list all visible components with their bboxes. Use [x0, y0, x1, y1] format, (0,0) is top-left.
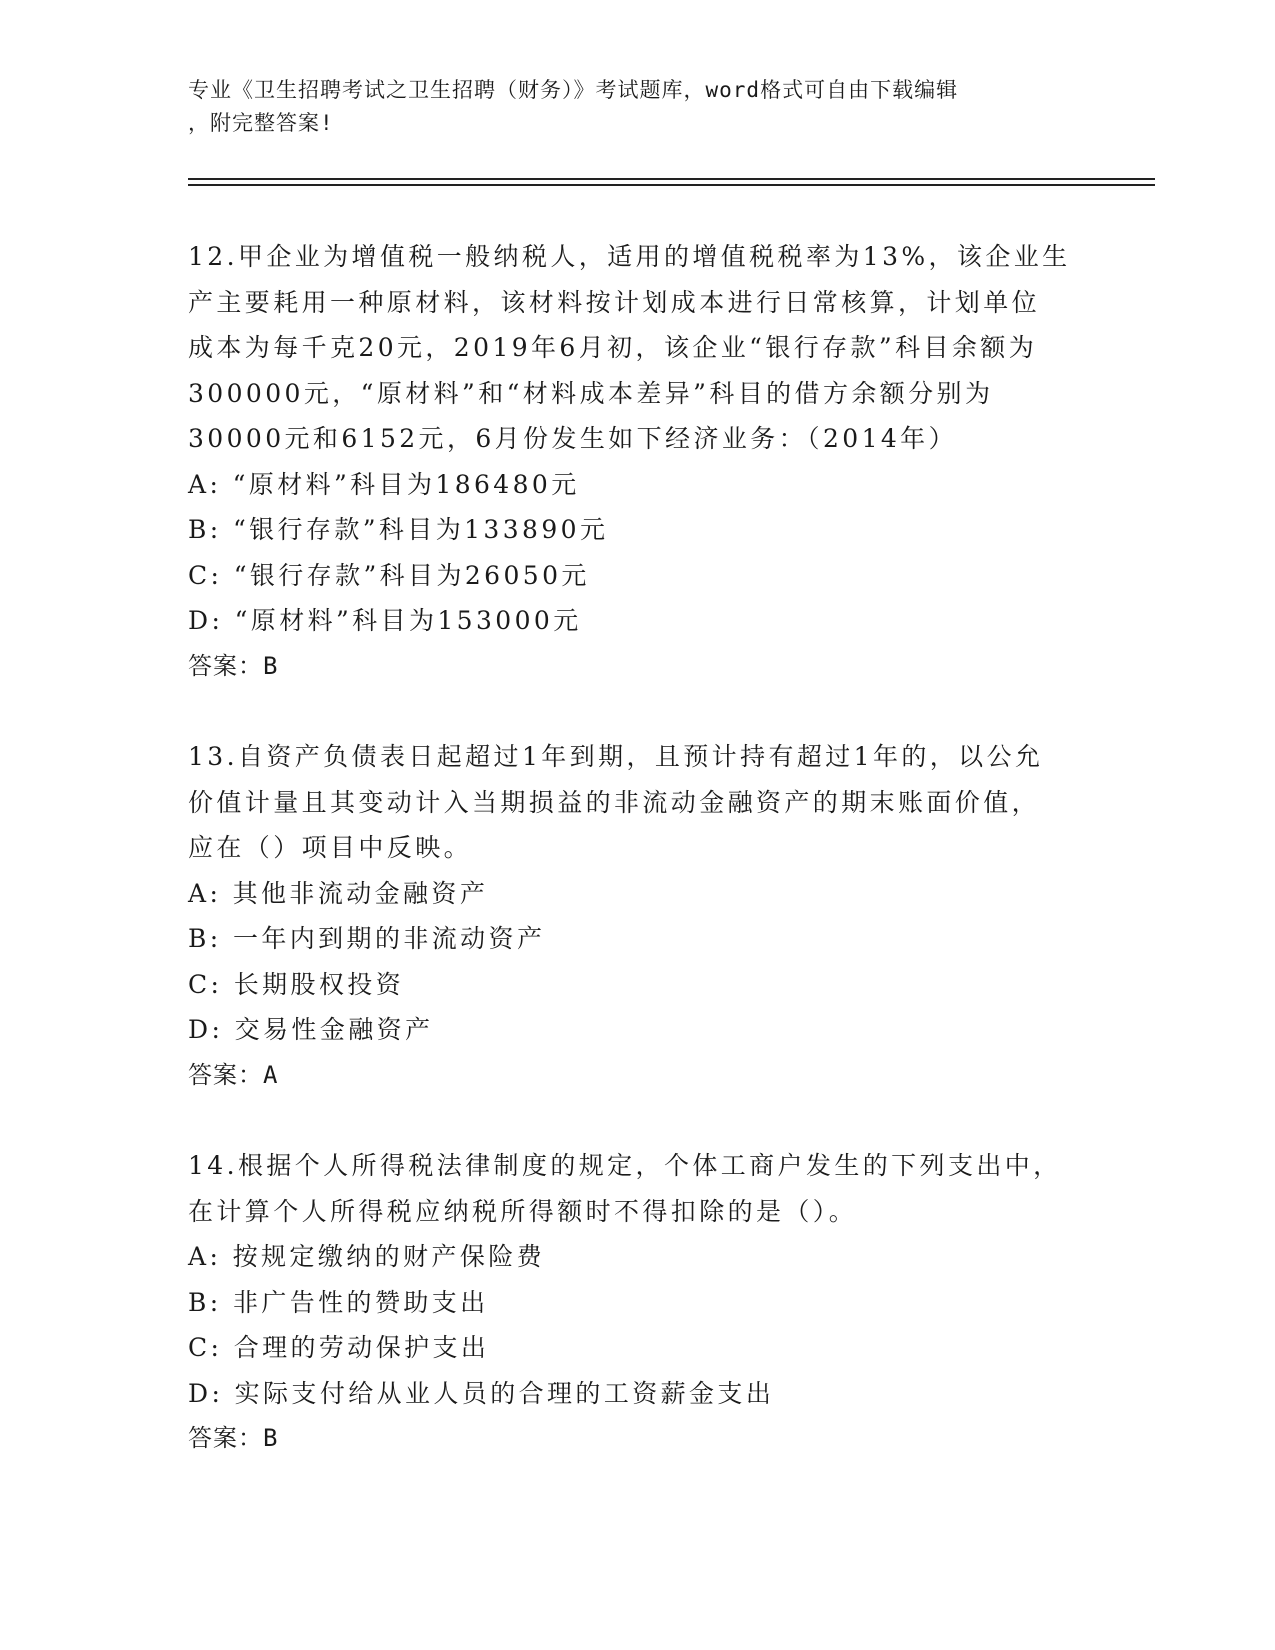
- header-line-1: 专业《卫生招聘考试之卫生招聘（财务）》考试题库，word格式可自由下载编辑: [188, 78, 959, 102]
- answer-line: 答案：A: [188, 1060, 279, 1089]
- header-divider-top: [188, 178, 1155, 180]
- question-12: [188, 234, 1088, 689]
- answer-line: 答案：B: [188, 1424, 279, 1452]
- question-14: [188, 1143, 1088, 1462]
- option-b: B: “银行存款”科目为133890元: [188, 515, 609, 544]
- question-stem-line: 14.根据个人所得税法律制度的规定，个体工商户发生的下列支出中，: [188, 1151, 1062, 1180]
- question-13: [188, 734, 1088, 1098]
- question-stem-line: 价值计量且其变动计入当期损益的非流动金融资产的期末账面价值，: [188, 787, 1041, 817]
- question-stem-line: 30000元和6152元，6月份发生如下经济业务：（2014年）: [188, 424, 957, 453]
- option-a: A: “原材料”科目为186480元: [188, 469, 580, 499]
- answer-line: 答案：B: [188, 651, 279, 680]
- option-d: D: “原材料”科目为153000元: [188, 606, 582, 635]
- document-header: [188, 74, 1088, 140]
- option-c: C: “银行存款”科目为26050元: [188, 560, 590, 590]
- question-stem-line: 应在（）项目中反映。: [188, 833, 473, 862]
- option-a: A: 其他非流动金融资产: [188, 878, 489, 908]
- option-a: A: 按规定缴纳的财产保险费: [188, 1242, 546, 1271]
- question-stem-line: 13.自资产负债表日起超过1年到期，且预计持有超过1年的，以公允: [188, 742, 1044, 771]
- header-divider-bottom: [188, 184, 1155, 186]
- option-d: D: 交易性金融资产: [188, 1015, 434, 1044]
- question-stem-line: 产主要耗用一种原材料，该材料按计划成本进行日常核算，计划单位: [188, 287, 1041, 317]
- question-stem-line: 300000元，“原材料”和“材料成本差异”科目的借方余额分别为: [188, 378, 994, 408]
- option-d: D: 实际支付给从业人员的合理的工资薪金支出: [188, 1378, 775, 1408]
- option-b: B: 非广告性的赞助支出: [188, 1287, 489, 1317]
- option-c: C: 长期股权投资: [188, 969, 405, 999]
- question-stem-line: 在计算个人所得税应纳税所得额时不得扣除的是（）。: [188, 1196, 858, 1226]
- question-stem-line: 12.甲企业为增值税一般纳税人，适用的增值税税率为13%，该企业生: [188, 242, 1071, 271]
- option-b: B: 一年内到期的非流动资产: [188, 924, 546, 953]
- option-c: C: 合理的劳动保护支出: [188, 1333, 490, 1362]
- question-stem-line: 成本为每千克20元，2019年6月初，该企业“银行存款”科目余额为: [188, 333, 1038, 362]
- header-line-2: ，附完整答案!: [188, 111, 334, 135]
